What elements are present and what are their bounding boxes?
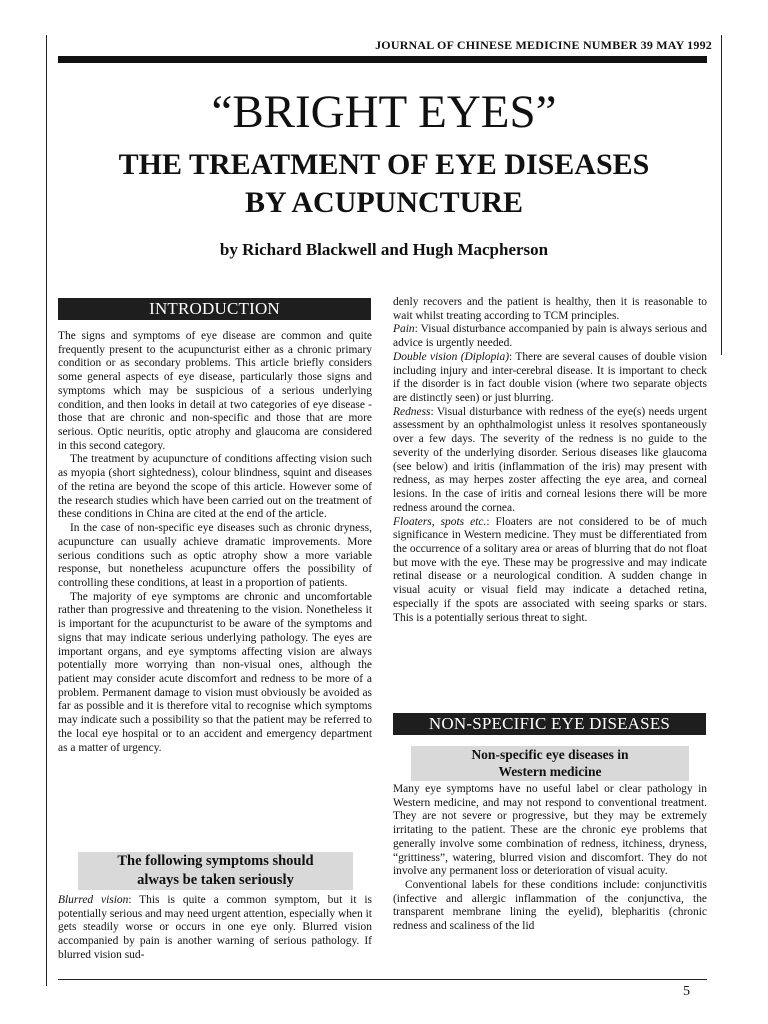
serious-box-line-1: The following symptoms should xyxy=(117,853,314,869)
nonspecific-box-line-1: Non-specific eye diseases in xyxy=(471,747,629,762)
floaters-text: : Floaters are not considered to be of much significance in Western medicine. They must be differentiated from the occurrence of a solitary area or areas of blurring that do not float but move with the eye. These may be progressive and may indicate retinal disease or a neurological condition. A sudden change in visual acuity or visual field may indicate a detached retina, especially if the spots are associated with seeing sparks or stars. This is a potentially serious threat to sight. xyxy=(393,515,707,624)
serious-box-line-2: always be taken seriously xyxy=(137,872,294,888)
nonspecific-heading: NON-SPECIFIC EYE DISEASES xyxy=(393,713,706,735)
nonspecific-subheading-box xyxy=(411,746,689,781)
intro-paragraph-2: The treatment by acupuncture of conditions affecting vision such as myopia (short sightedness), colour blindness, squint and diseases of the retina are beyond the scope of this article. However some of the research studies which have been carried out on the treatment of these conditions in China are cited at the end of the article. xyxy=(58,453,372,521)
header-rule xyxy=(58,56,707,63)
double-vision-term: Double vision (Diplopia) xyxy=(393,350,509,363)
nonspecific-box-line-2: Western medicine xyxy=(498,764,602,779)
blurred-vision-start xyxy=(58,894,372,963)
blurred-vision-text: : This is quite a common symptom, but it is potentially serious and may need urgent attention, especially when it gets steadily worse or occurs in one eye only. Blurred vision accompanied by pain is another warning of serious pathology. If blurred vision sud- xyxy=(58,894,372,961)
pain-text: : Visual disturbance accompanied by pain is always serious and advice is urgently needed. xyxy=(393,323,707,350)
article-title: “BRIGHT EYES” xyxy=(211,86,557,138)
page-number: 5 xyxy=(683,984,690,999)
pain-term: Pain xyxy=(393,323,415,336)
subtitle-line-2: BY ACUPUNCTURE xyxy=(244,186,524,219)
byline: by Richard Blackwell and Hugh Macpherson xyxy=(219,240,549,259)
article-subtitle xyxy=(0,146,768,222)
floaters-term: Floaters, spots etc. xyxy=(393,515,487,528)
nonspecific-paragraph-1: Many eye symptoms have no useful label or clear pathology in Western medicine, and may not respond to conventional treatment. They are not severe or progressive, but they may be extremely irritating to the patient. These are the chronic eye problems that generally involve some combination of redness, itchiness, dryness, “grittiness”, watering, blurred vision and discomfort. They do not involve any permanent loss or deterioration of visual acuity. xyxy=(393,783,707,878)
serious-symptoms-box xyxy=(78,852,353,890)
intro-paragraph-1: The signs and symptoms of eye disease are common and quite frequently present to the acupuncturist either as a chronic primary condition or as secondary problems. This article briefly considers some general aspects of eye disease, particularly those signs and symptoms which may be suspicious of a serious underlying condition, and then looks in detail at two categories of eye disease - those that are chronic and non-specific and those that are more serious. Optic neuritis, optic atrophy and glaucoma are considered in this second category. xyxy=(58,330,372,452)
footer-rule xyxy=(58,979,707,980)
pain-paragraph xyxy=(393,323,707,350)
double-vision-text: : There are several causes of double vision including injury and inter-cerebral disease. It is important to check if the disorder is in fact double vision (where two separate objects are distinctly seen) or just blurring. xyxy=(393,350,707,405)
double-vision-paragraph xyxy=(393,351,707,406)
nonspecific-body xyxy=(393,783,707,934)
redness-paragraph xyxy=(393,406,707,516)
symptoms-body xyxy=(393,296,707,625)
redness-term: Redness xyxy=(393,405,431,418)
redness-text: : Visual disturbance with redness of the eye(s) needs urgent assessment by an ophthalmologist unless it resolves spontaneously over a few days. The severity of the redness is no guide to the severity of the underlying disorder. Serious diseases like glaucoma (see below) and iritis (inflammation of the iris) may present with redness, as may herpes zoster affecting the eye area, and corneal lesions. In the case of iritis and corneal lesions there will be more redness around the cornea. xyxy=(393,405,707,514)
blurred-vision-continued: denly recovers and the patient is healthy, then it is reasonable to wait whilst treating according to TCM principles. xyxy=(393,296,707,322)
intro-paragraph-4: The majority of eye symptoms are chronic and uncomfortable rather than progressive and threatening to the vision. Nonetheless it is important for the acupuncturist to be aware of the symptoms and signs that may indicate serious underlying pathology. The eyes are important organs, and eye symptoms affecting vision are always potentially more worrying than non-visual ones, although the patient may consider acute discomfort and redness to be more of a problem. Permanent damage to vision must obviously be avoided as far as possible and it is therefore vital to recognise which symptoms may indicate such a possibility so that the patient may be referred to the local eye hospital or to an accident and emergency department as a matter of urgency. xyxy=(58,590,372,754)
intro-paragraph-3: In the case of non-specific eye diseases such as chronic dryness, acupuncture can usually achieve dramatic improvements. More serious conditions such as optic atrophy show a more variable response, but nonetheless acupuncture offers the possibility of controlling these conditions, at least in a proportion of patients. xyxy=(58,522,372,589)
floaters-paragraph xyxy=(393,516,707,626)
blurred-vision-paragraph xyxy=(58,894,372,963)
subtitle-line-1: THE TREATMENT OF EYE DISEASES xyxy=(118,148,650,181)
blurred-vision-term: Blurred vision xyxy=(58,894,129,906)
introduction-heading: INTRODUCTION xyxy=(58,298,371,320)
journal-header: JOURNAL OF CHINESE MEDICINE NUMBER 39 MAY 1992 xyxy=(375,38,712,52)
introduction-body xyxy=(58,330,372,755)
nonspecific-paragraph-2: Conventional labels for these conditions include: conjunctivitis (infective and allergic inflammation of the conjunctiva, the transparent membrane lining the eyelid), blepharitis (chronic redness and scaliness of the lid xyxy=(393,879,707,933)
